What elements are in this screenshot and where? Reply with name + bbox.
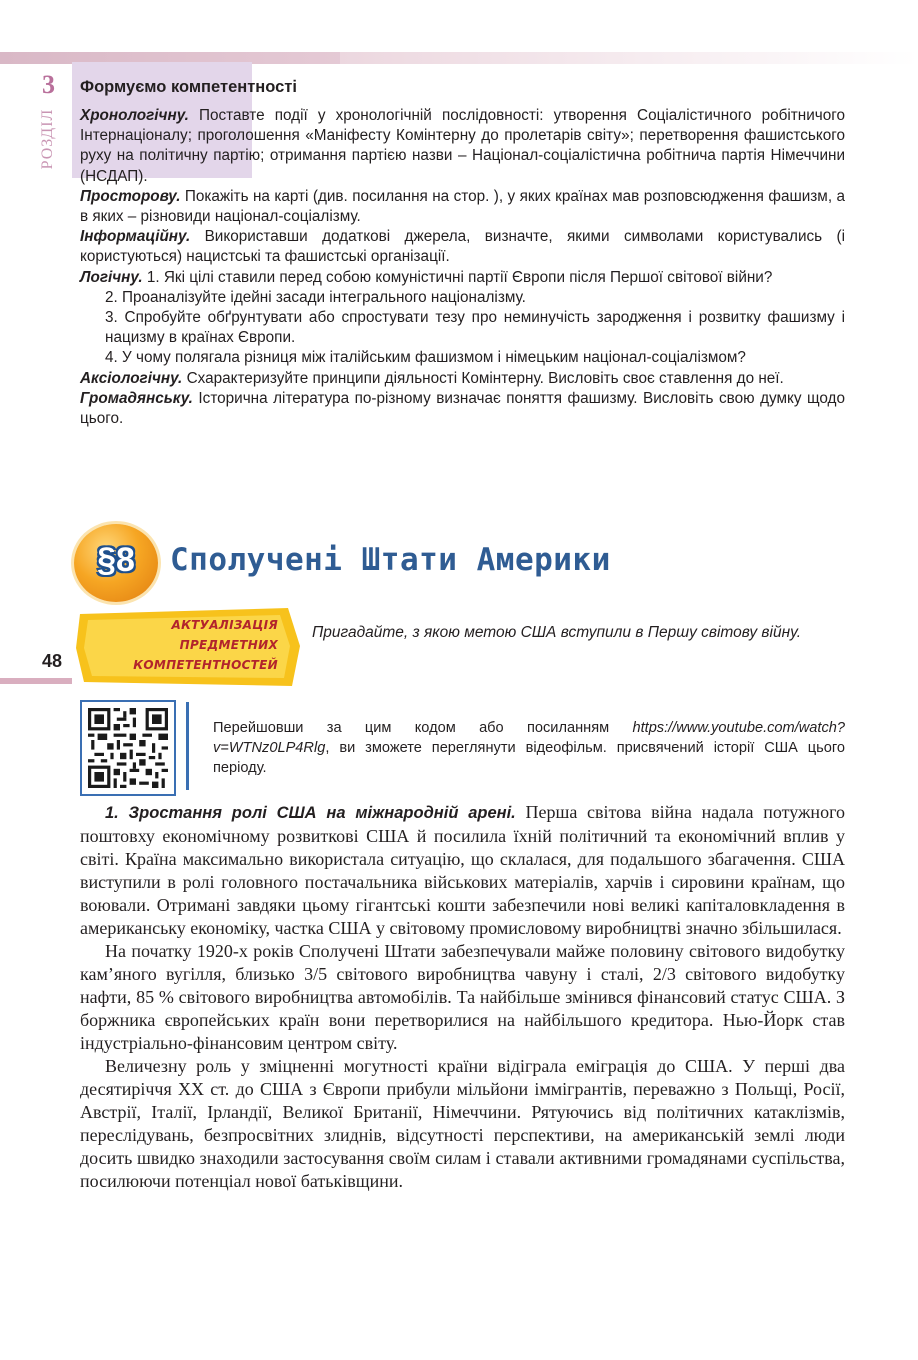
task-item: Інформаційну. Використавши додаткові джерела, визначте, якими символами користувались (і користуються) нацистські та фашистські організації. [80, 228, 845, 266]
page-number-line [0, 678, 72, 684]
competences-list [80, 106, 845, 429]
section-title: Сполучені Штати Америки [170, 542, 611, 578]
paragraph: На початку 1920-х років Сполучені Штати забезпечували майже половину світового видобутку кам’яного вугілля, близько 3/5 світового виробництва чавуну і сталі, 2/3 світового видобутку нафти, 85 % світового виробництва автомобілів. Та найбільше змінився фінансовий статус США. З боржника європейських країн вони перетворилися на найбільшого кредитора. Нью-Йорк став індустріально-фінансовим центром світу. [80, 941, 845, 1053]
intro-question: Пригадайте, з якою метою США вступили в Першу світову війну. [312, 624, 802, 641]
task-item: Хронологічну. Поставте події у хронологічній послідовності: утворення Соціалістичного робітничого Інтернаціоналу; проголошення «Маніфесту Комінтерну до пролетарів світу»; перетворення фашистського руху на політичну партію; отримання партією назви – Націонал-соціалістична робітнича партія Німеччини (НСДАП). [80, 107, 845, 185]
qr-description: Перейшовши за цим кодом або посиланням https://www.youtube.com/watch?v=WTNz0LP4Rlg, ви зможете переглянути відеофільм. присвячений історії США цього періоду. [213, 720, 845, 776]
banner-line-1: АКТУАЛІЗАЦІЯ [171, 618, 278, 632]
task-item: 4. У чому полягала різниця між італійським фашизмом і німецьким націонал-соціалізмом? [105, 349, 746, 367]
subsection-heading: 1. Зростання ролі США на міжнародній арені. [105, 804, 516, 822]
task-item: 3. Спробуйте обґрунтувати або спростувати тезу про неминучість зародження і розвитку фашизму і нацизму в країнах Європи. [105, 309, 845, 347]
competences-heading: Формуємо компетентності [80, 78, 297, 96]
paragraph: 1. Зростання ролі США на міжнародній арені. Перша світова війна надала потужного поштовху економічному розвиткові США й посилила їхній політичний та економічний вплив у світі. Країна максимально використала ситуацію, що склалася, для подальшого збагачення. США виступили в ролі головного постачальника військових матеріалів, харчів і сировини країнам, що воювали. Отримані завдяки цьому гігантські кошти забезпечили нові великі капіталовкладення в американську економіку, частка США у світовому промисловому виробництві значно збільшилася. [80, 802, 846, 938]
task-item: Логічну. 1. Які цілі ставили перед собою комуністичні партії Європи після Першої світової війни? [80, 268, 773, 286]
banner-line-2: ПРЕДМЕТНИХ [179, 638, 278, 652]
task-item: Просторову. Покажіть на карті (див. посилання на стор. ), у яких країнах мав розповсюдження фашизм, а в яких – різновиди націонал-соціалізму. [80, 187, 845, 226]
paragraph: Величезну роль у зміцненні могутності країни відіграла еміграція до США. У перші два десятиріччя XX ст. до США з Європи прибули мільйони іммігрантів, переважно з Польщі, Росії, Австрії, Італії, Ірландії, Великої Британії, Німеччини. Рятуючись від політичних катаклізмів, переслідувань, безпросвітних злиднів, відсутності перспективи, на американській землі люди досить швидко знаходили застосування своїм силам і ставали активними громадянами суспільства, посилюючи потенціал нової батьківщини. [80, 1056, 845, 1191]
task-item: 2. Проаналізуйте ідейні засади інтегрального націоналізму. [105, 288, 526, 306]
top-decor-bar-light [340, 52, 918, 64]
video-link[interactable]: https://www.youtube.com/watch?v=WTNz0LP4Rlg [213, 720, 845, 756]
main-text [80, 801, 845, 1193]
paragraph-number: §8 [97, 541, 135, 579]
qr-code[interactable] [80, 700, 176, 796]
banner-line-3: КОМПЕТЕНТНОСТЕЙ [133, 658, 278, 672]
task-item: Аксіологічну. Схарактеризуйте принципи діяльності Комінтерну. Висловіть своє ставлення до неї. [80, 369, 784, 387]
actualization-banner [74, 606, 304, 688]
paragraph-badge [74, 524, 158, 602]
qr-code-icon [88, 708, 168, 788]
qr-divider [186, 702, 189, 790]
chapter-label [38, 70, 68, 188]
task-item: Громадянську. Історична література по-різному визначає поняття фашизму. Висловіть свою думку щодо цього. [80, 389, 845, 428]
chapter-word: РОЗДІЛ [39, 108, 56, 170]
page-number: 48 [42, 651, 63, 671]
chapter-number: 3 [42, 70, 55, 99]
